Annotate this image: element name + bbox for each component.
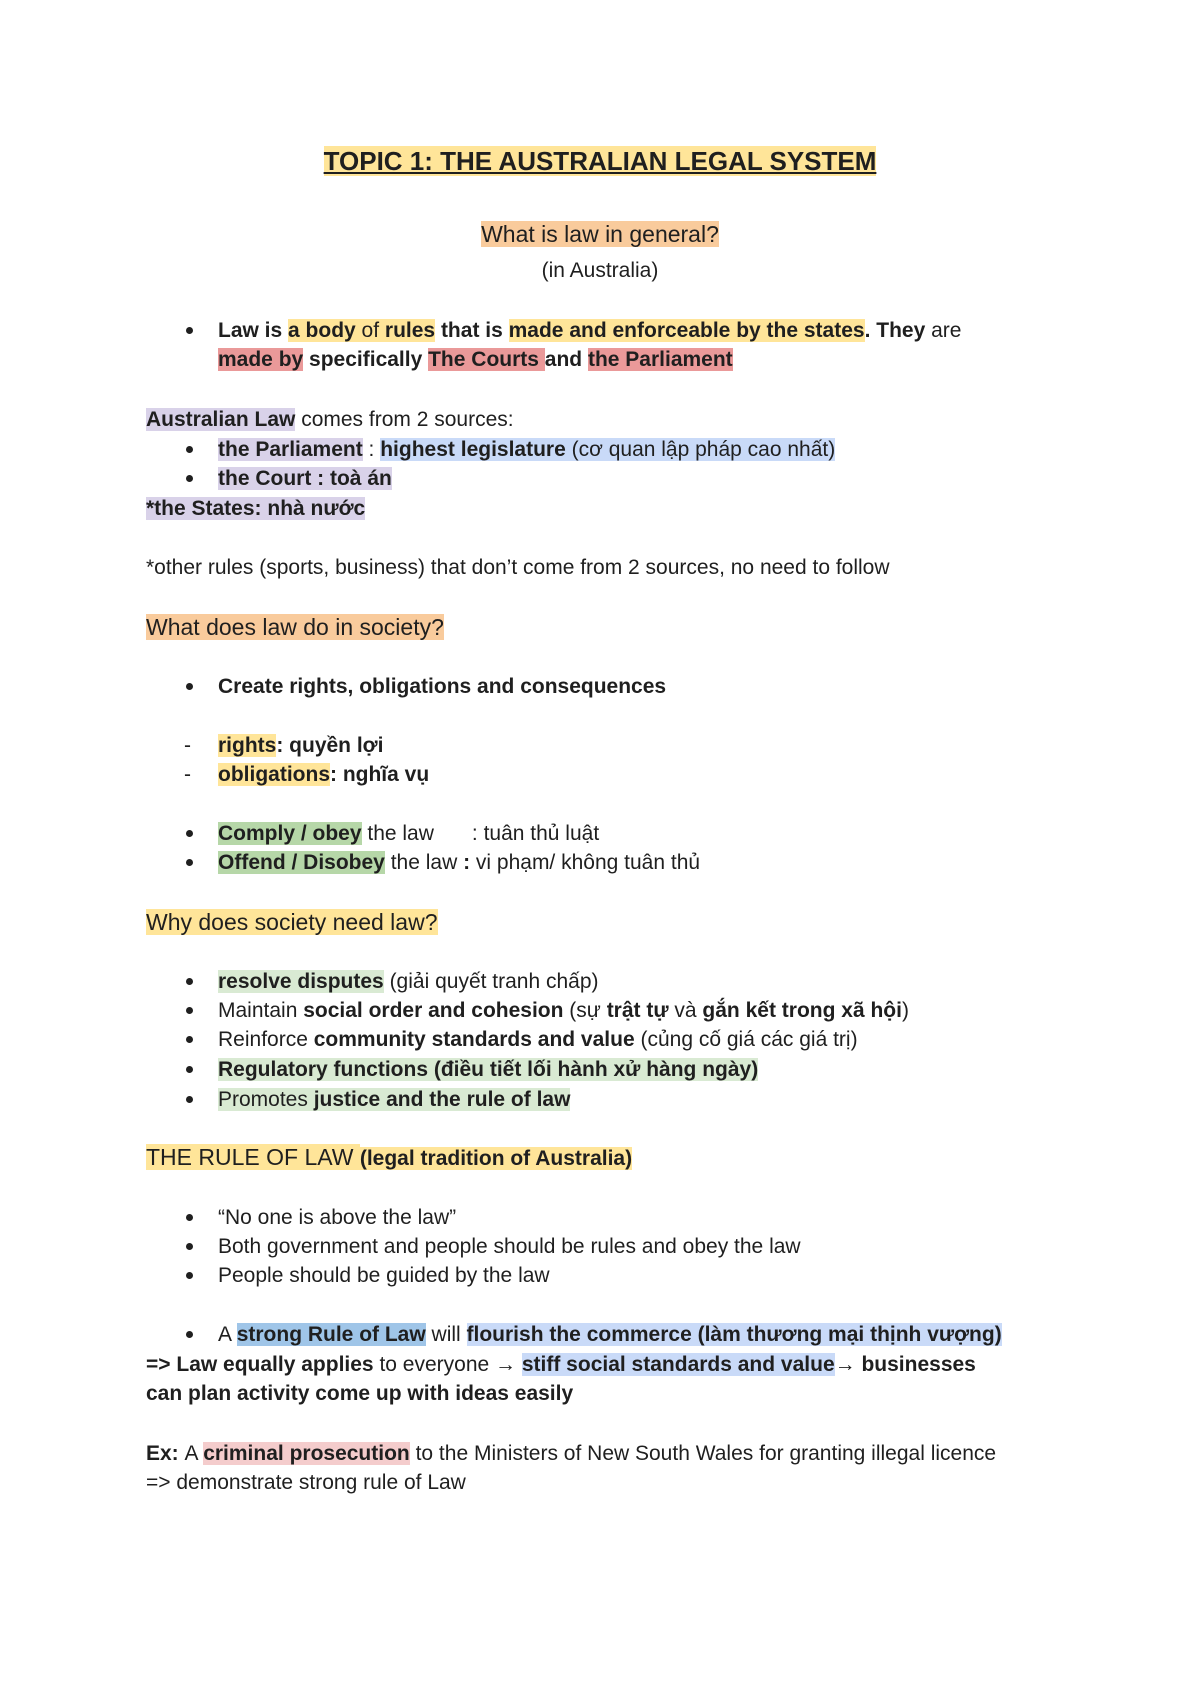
text-run: to the Ministers of New South Wales for granting illegal licence (409, 1442, 997, 1465)
text-run: stiff social standards and value (521, 1353, 835, 1376)
text-run: resolve disputes (218, 970, 384, 993)
text-run: that is (435, 319, 509, 342)
bullet-icon (186, 978, 193, 985)
reason-social-order (218, 996, 1100, 1025)
text-run: Reinforce (218, 1028, 314, 1051)
text-run: Law is (218, 319, 289, 342)
heading-law-in-society (146, 613, 1100, 642)
text-run: Maintain (218, 999, 304, 1022)
reason-community-standards (218, 1025, 1100, 1054)
subheading-text: (in Australia) (541, 259, 659, 282)
text-run: to everyone → (373, 1353, 522, 1376)
document-title (0, 147, 1200, 176)
text-run: Both government and people should be rules and obey the law (218, 1235, 801, 1258)
text-run: *other rules (sports, business) that don’t come from 2 sources, no need to follow (146, 556, 890, 579)
bullet-icon (186, 859, 193, 866)
text-run: criminal prosecution (203, 1442, 410, 1465)
comply-item (218, 819, 1100, 848)
text-run: : (362, 438, 381, 461)
text-run: Offend / Disobey (218, 851, 385, 874)
rule-item-2 (218, 1232, 1100, 1261)
text-run: (cơ quan lập pháp cao nhất) (565, 438, 836, 461)
text-run: (củng cố giá các giá trị) (634, 1028, 858, 1051)
title-text: TOPIC 1: THE AUSTRALIAN LEGAL SYSTEM (323, 146, 877, 176)
text-run: justice and the rule of law (313, 1088, 571, 1111)
text-run: ) (901, 999, 909, 1022)
text-run: a body (288, 319, 356, 342)
text-run: => demonstrate strong rule of Law (146, 1471, 466, 1494)
text-run: : nghĩa vụ (330, 763, 430, 786)
equality-line-1 (146, 1350, 1100, 1379)
obligations-item (218, 760, 1100, 789)
bullet-icon (186, 683, 193, 690)
sources-intro (146, 405, 1100, 434)
rights-item (218, 731, 1100, 760)
text-run: Regulatory functions (điều tiết lối hành xử hàng ngày) (218, 1058, 759, 1081)
text-run: (sự (563, 999, 607, 1022)
other-rules-note (146, 553, 1100, 582)
text-run: : tuân thủ luật (471, 822, 600, 845)
heading-text: THE RULE OF LAW (146, 1144, 360, 1170)
text-run: và (668, 999, 703, 1022)
law-definition-line-1 (218, 316, 1100, 345)
bullet-icon (186, 830, 193, 837)
text-run: the Parliament (218, 438, 363, 461)
text-run: : quyền lợi (276, 734, 384, 757)
text-run: A (218, 1323, 237, 1346)
text-run: community standards and value (313, 1028, 635, 1051)
rule-item-1 (218, 1203, 1100, 1232)
source-court (218, 464, 1100, 493)
heading-rule-of-law (146, 1143, 1100, 1173)
text-run: the Parliament (587, 348, 733, 371)
text-run: trật tự (606, 999, 669, 1022)
dash-marker: - (184, 763, 191, 786)
law-definition-line-2 (218, 345, 1100, 374)
example-line-1 (146, 1439, 1100, 1468)
heading-text: What does law do in society? (146, 614, 444, 640)
source-parliament (218, 435, 1100, 464)
text-run: highest legislature (380, 438, 566, 461)
text-run: obligations (218, 763, 330, 786)
bullet-icon (186, 1007, 193, 1014)
text-run: → businesses (834, 1353, 976, 1376)
heading-text: Why does society need law? (146, 909, 438, 935)
example-line-2 (146, 1468, 1100, 1497)
heading-text: (legal tradition of Australia) (359, 1147, 633, 1170)
bullet-icon (186, 1243, 193, 1250)
rule-item-3 (218, 1261, 1100, 1290)
text-run: => Law equally applies (146, 1353, 374, 1376)
bullet-icon (186, 1272, 193, 1279)
text-run: made by (218, 348, 304, 371)
equality-line-2 (146, 1379, 1100, 1408)
text-run: The Courts (428, 348, 545, 371)
bullet-icon (186, 475, 193, 482)
text-run: “No one is above the law” (218, 1206, 457, 1229)
create-rights-item (218, 672, 1100, 701)
text-run: can plan activity come up with ideas easily (146, 1382, 574, 1405)
bullet-icon (186, 1096, 193, 1103)
reason-regulatory (218, 1055, 1100, 1084)
text-run: A (184, 1442, 204, 1465)
text-run: Comply / obey (218, 822, 362, 845)
text-run: Create rights, obligations and consequences (218, 675, 667, 698)
text-run: specifically (303, 348, 429, 371)
text-run: . They (864, 319, 926, 342)
text-run: strong Rule of Law (236, 1323, 426, 1346)
text-run: of (355, 319, 385, 342)
bullet-icon (186, 1331, 193, 1338)
text-run: rights (218, 734, 277, 757)
text-run: are (925, 319, 962, 342)
text-run: made and enforceable by the states (508, 319, 865, 342)
text-run: : (463, 851, 476, 874)
text-run: *the States: nhà nước (146, 497, 366, 520)
text-run: vi phạm/ không tuân thủ (475, 851, 701, 874)
text-run: flourish the commerce (làm thương mại thịnh vượng) (466, 1323, 1002, 1346)
text-run: and (544, 348, 588, 371)
text-run: People should be guided by the law (218, 1264, 550, 1287)
strong-rule-item (218, 1320, 1100, 1349)
bullet-icon (186, 1066, 193, 1073)
text-run: the law (361, 822, 434, 845)
offend-item (218, 848, 1100, 877)
bullet-icon (186, 1214, 193, 1221)
bullet-icon (186, 327, 193, 334)
text-run: comes from 2 sources: (295, 408, 514, 431)
text-run: gắn kết trong xã hội (702, 999, 902, 1022)
text-run: the Court : toà án (218, 467, 392, 490)
heading-text: What is law in general? (481, 221, 719, 247)
bullet-icon (186, 1036, 193, 1043)
text-run: Australian Law (146, 408, 296, 431)
heading-why-need-law (146, 908, 1100, 937)
heading-what-is-law (0, 220, 1200, 249)
text-run: Promotes (218, 1088, 314, 1111)
text-run: the law (384, 851, 464, 874)
bullet-icon (186, 446, 193, 453)
text-run: will (425, 1323, 467, 1346)
dash-marker: - (184, 734, 191, 757)
text-run: (giải quyết tranh chấp) (383, 970, 599, 993)
reason-justice (218, 1085, 1100, 1114)
states-note (146, 494, 1100, 523)
reason-resolve-disputes (218, 967, 1100, 996)
text-run: rules (384, 319, 436, 342)
subheading-in-australia (0, 256, 1200, 285)
text-run: social order and cohesion (303, 999, 564, 1022)
text-run: Ex: (146, 1442, 185, 1465)
